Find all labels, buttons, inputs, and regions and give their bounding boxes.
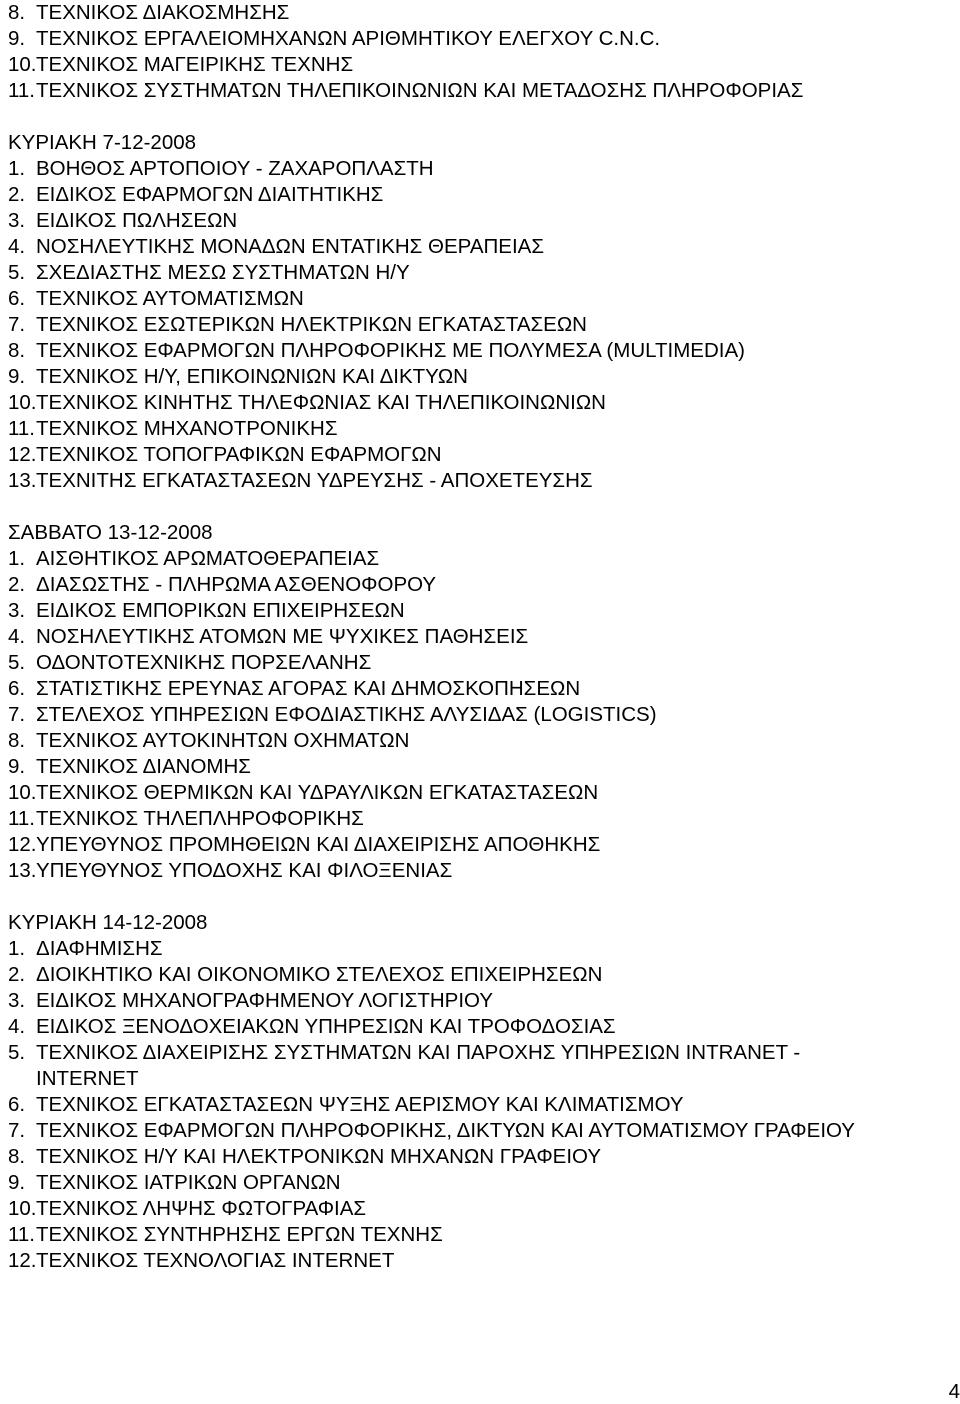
list-item — [8, 26, 958, 52]
item-text: ΤΕΧΝΙΚΟΣ ΕΣΩΤΕΡΙΚΩΝ ΗΛΕΚΤΡΙΚΩΝ ΕΓΚΑΤΑΣΤΑΣΕΩΝ — [36, 313, 587, 336]
list-item — [8, 754, 958, 780]
item-text: ΤΕΧΝΙΚΟΣ Η/Υ ΚΑΙ ΗΛΕΚΤΡΟΝΙΚΩΝ ΜΗΧΑΝΩΝ ΓΡΑΦΕΙΟΥ — [36, 1145, 602, 1168]
spacer — [8, 884, 958, 910]
item-text: ΤΕΧΝΙΚΟΣ Η/Υ, ΕΠΙΚΟΙΝΩΝΙΩΝ ΚΑΙ ΔΙΚΤΥΩΝ — [36, 365, 468, 388]
item-number: 8. — [8, 1145, 26, 1168]
list-item — [8, 78, 958, 104]
item-text: ΣΧΕΔΙΑΣΤΗΣ ΜΕΣΩ ΣΥΣΤΗΜΑΤΩΝ Η/Υ — [36, 261, 410, 284]
item-text: ΕΙΔΙΚΟΣ ΕΜΠΟΡΙΚΩΝ ΕΠΙΧΕΙΡΗΣΕΩΝ — [36, 599, 405, 622]
section-heading: ΣΑΒΒΑΤΟ 13-12-2008 — [8, 521, 213, 544]
item-text: ΤΕΧΝΙΤΗΣ ΕΓΚΑΤΑΣΤΑΣΕΩΝ ΥΔΡΕΥΣΗΣ - ΑΠΟΧΕΤΕΥΣΗΣ — [36, 469, 593, 492]
item-number: 12. — [8, 833, 37, 856]
item-number: 2. — [8, 963, 26, 986]
item-text: ΒΟΗΘΟΣ ΑΡΤΟΠΟΙΟΥ - ΖΑΧΑΡΟΠΛΑΣΤΗ — [36, 157, 434, 180]
item-number: 4. — [8, 625, 26, 648]
section-saturday-13-12-2008 — [8, 520, 958, 884]
item-number: 10. — [8, 391, 37, 414]
list-item — [8, 390, 958, 416]
list-item — [8, 182, 958, 208]
item-number: 2. — [8, 183, 26, 206]
item-number: 9. — [8, 755, 26, 778]
item-number: 7. — [8, 1119, 26, 1142]
item-text: ΤΕΧΝΙΚΟΣ ΚΙΝΗΤΗΣ ΤΗΛΕΦΩΝΙΑΣ ΚΑΙ ΤΗΛΕΠΙΚΟΙΝΩΝΙΩΝ — [36, 391, 606, 414]
item-number: 11. — [8, 807, 35, 830]
item-number: 13. — [8, 469, 37, 492]
item-text: ΤΕΧΝΙΚΟΣ ΙΑΤΡΙΚΩΝ ΟΡΓΑΝΩΝ — [36, 1171, 341, 1194]
item-text: ΤΕΧΝΙΚΟΣ ΔΙΑΧΕΙΡΙΣΗΣ ΣΥΣΤΗΜΑΤΩΝ ΚΑΙ ΠΑΡΟΧΗΣ ΥΠΗΡΕΣΙΩΝ INTRANET - — [36, 1041, 801, 1064]
item-number: 6. — [8, 1093, 26, 1116]
item-number: 12. — [8, 1249, 37, 1272]
list-item — [8, 806, 958, 832]
item-text: ΔΙΑΣΩΣΤΗΣ - ΠΛΗΡΩΜΑ ΑΣΘΕΝΟΦΟΡΟΥ — [36, 573, 437, 596]
item-text: ΔΙΟΙΚΗΤΙΚΟ ΚΑΙ ΟΙΚΟΝΟΜΙΚΟ ΣΤΕΛΕΧΟΣ ΕΠΙΧΕΙΡΗΣΕΩΝ — [36, 963, 603, 986]
list-item — [8, 598, 958, 624]
item-number: 7. — [8, 313, 26, 336]
item-number: 8. — [8, 729, 26, 752]
section-heading: ΚΥΡΙΑΚΗ 14-12-2008 — [8, 911, 208, 934]
item-number: 9. — [8, 1171, 26, 1194]
list-item — [8, 260, 958, 286]
item-text: ΤΕΧΝΙΚΟΣ ΕΦΑΡΜΟΓΩΝ ΠΛΗΡΟΦΟΡΙΚΗΣ ΜΕ ΠΟΛΥΜΕΣΑ (MULTIMEDIA) — [36, 339, 745, 362]
item-number: 1. — [8, 157, 26, 180]
list-item — [8, 1092, 958, 1118]
list-item — [8, 338, 958, 364]
list-item — [8, 442, 958, 468]
list-item — [8, 468, 958, 494]
item-number: 4. — [8, 1015, 26, 1038]
section-sunday-7-12-2008 — [8, 130, 958, 494]
list-item — [8, 936, 958, 962]
item-text: ΕΙΔΙΚΟΣ ΜΗΧΑΝΟΓΡΑΦΗΜΕΝΟΥ ΛΟΓΙΣΤΗΡΙΟΥ — [36, 989, 494, 1012]
item-number: 11. — [8, 417, 35, 440]
list-item — [8, 962, 958, 988]
item-text: ΟΔΟΝΤΟΤΕΧΝΙΚΗΣ ΠΟΡΣΕΛΑΝΗΣ — [36, 651, 372, 674]
item-text: ΣΤΕΛΕΧΟΣ ΥΠΗΡΕΣΙΩΝ ΕΦΟΔΙΑΣΤΙΚΗΣ ΑΛΥΣΙΔΑΣ (LOGISTICS) — [36, 703, 657, 726]
item-number: 3. — [8, 989, 26, 1012]
list-item — [8, 1040, 958, 1066]
list-item — [8, 1014, 958, 1040]
item-number: 9. — [8, 365, 26, 388]
section-sunday-14-12-2008 — [8, 910, 958, 1274]
list-item — [8, 1170, 958, 1196]
item-text: ΤΕΧΝΙΚΟΣ ΕΓΚΑΤΑΣΤΑΣΕΩΝ ΨΥΞΗΣ ΑΕΡΙΣΜΟΥ ΚΑΙ ΚΛΙΜΑΤΙΣΜΟΥ — [36, 1093, 684, 1116]
item-number: 1. — [8, 547, 26, 570]
item-number: 12. — [8, 443, 37, 466]
item-number: 5. — [8, 261, 26, 284]
top-list — [8, 0, 958, 104]
item-list — [8, 156, 958, 494]
item-text: ΕΙΔΙΚΟΣ ΕΦΑΡΜΟΓΩΝ ΔΙΑΙΤΗΤΙΚΗΣ — [36, 183, 384, 206]
list-item — [8, 624, 958, 650]
item-number: 8. — [8, 1, 26, 24]
item-number: 11. — [8, 79, 35, 102]
list-item — [8, 52, 958, 78]
list-item — [8, 312, 958, 338]
item-number: 11. — [8, 1223, 35, 1246]
item-number: 2. — [8, 573, 26, 596]
item-text: ΤΕΧΝΙΚΟΣ ΑΥΤΟΜΑΤΙΣΜΩΝ — [36, 287, 304, 310]
list-item — [8, 1118, 958, 1144]
item-text: ΤΕΧΝΙΚΟΣ ΘΕΡΜΙΚΩΝ ΚΑΙ ΥΔΡΑΥΛΙΚΩΝ ΕΓΚΑΤΑΣΤΑΣΕΩΝ — [36, 781, 599, 804]
item-text: ΕΙΔΙΚΟΣ ΞΕΝΟΔΟΧΕΙΑΚΩΝ ΥΠΗΡΕΣΙΩΝ ΚΑΙ ΤΡΟΦΟΔΟΣΙΑΣ — [36, 1015, 616, 1038]
item-text: ΤΕΧΝΙΚΟΣ ΕΡΓΑΛΕΙΟΜΗΧΑΝΩΝ ΑΡΙΘΜΗΤΙΚΟΥ ΕΛΕΓΧΟΥ C.N.C. — [36, 27, 661, 50]
list-item — [8, 676, 958, 702]
item-text: ΤΕΧΝΙΚΟΣ ΕΦΑΡΜΟΓΩΝ ΠΛΗΡΟΦΟΡΙΚΗΣ, ΔΙΚΤΥΩΝ ΚΑΙ ΑΥΤΟΜΑΤΙΣΜΟΥ ΓΡΑΦΕΙΟΥ — [36, 1119, 855, 1142]
item-text: ΤΕΧΝΙΚΟΣ ΜΗΧΑΝΟΤΡΟΝΙΚΗΣ — [36, 417, 338, 440]
item-number: 4. — [8, 235, 26, 258]
item-text: ΤΕΧΝΙΚΟΣ ΑΥΤΟΚΙΝΗΤΩΝ ΟΧΗΜΑΤΩΝ — [36, 729, 410, 752]
spacer — [8, 104, 958, 130]
list-item — [8, 1144, 958, 1170]
list-item — [8, 572, 958, 598]
item-text: ΥΠΕΥΘΥΝΟΣ ΥΠΟΔΟΧΗΣ ΚΑΙ ΦΙΛΟΞΕΝΙΑΣ — [36, 859, 453, 882]
list-item — [8, 1222, 958, 1248]
section-heading: ΚΥΡΙΑΚΗ 7-12-2008 — [8, 131, 197, 154]
list-item — [8, 858, 958, 884]
item-number: 10. — [8, 1197, 37, 1220]
spacer — [8, 494, 958, 520]
list-item — [8, 156, 958, 182]
item-text: ΤΕΧΝΙΚΟΣ ΜΑΓΕΙΡΙΚΗΣ ΤΕΧΝΗΣ — [36, 53, 354, 76]
item-number: 1. — [8, 937, 26, 960]
item-text: ΤΕΧΝΙΚΟΣ ΔΙΑΚΟΣΜΗΣΗΣ — [36, 1, 290, 24]
item-number: 5. — [8, 651, 26, 674]
list-item — [8, 988, 958, 1014]
list-item — [8, 416, 958, 442]
item-text: ΥΠΕΥΘΥΝΟΣ ΠΡΟΜΗΘΕΙΩΝ ΚΑΙ ΔΙΑΧΕΙΡΙΣΗΣ ΑΠΟΘΗΚΗΣ — [36, 833, 601, 856]
item-list — [8, 936, 958, 1274]
item-text: ΔΙΑΦΗΜΙΣΗΣ — [36, 937, 163, 960]
list-item — [8, 1248, 958, 1274]
item-text: ΤΕΧΝΙΚΟΣ ΤΗΛΕΠΛΗΡΟΦΟΡΙΚΗΣ — [36, 807, 364, 830]
item-number: 3. — [8, 209, 26, 232]
item-text: ΤΕΧΝΙΚΟΣ ΤΕΧΝΟΛΟΓΙΑΣ INTERNET — [36, 1249, 395, 1272]
item-text: ΤΕΧΝΙΚΟΣ ΣΥΣΤΗΜΑΤΩΝ ΤΗΛΕΠΙΚΟΙΝΩΝΙΩΝ ΚΑΙ ΜΕΤΑΔΟΣΗΣ ΠΛΗΡΟΦΟΡΙΑΣ — [36, 79, 804, 102]
list-item — [8, 364, 958, 390]
list-item — [8, 286, 958, 312]
item-text: ΣΤΑΤΙΣΤΙΚΗΣ ΕΡΕΥΝΑΣ ΑΓΟΡΑΣ ΚΑΙ ΔΗΜΟΣΚΟΠΗΣΕΩΝ — [36, 677, 581, 700]
list-item — [8, 0, 958, 26]
item-text: ΤΕΧΝΙΚΟΣ ΛΗΨΗΣ ΦΩΤΟΓΡΑΦΙΑΣ — [36, 1197, 367, 1220]
list-item — [8, 728, 958, 754]
item-text: ΤΕΧΝΙΚΟΣ ΤΟΠΟΓΡΑΦΙΚΩΝ ΕΦΑΡΜΟΓΩΝ — [36, 443, 442, 466]
item-number: 9. — [8, 27, 26, 50]
item-number: 3. — [8, 599, 26, 622]
list-item — [8, 546, 958, 572]
item-number: 6. — [8, 677, 26, 700]
item-number: 5. — [8, 1041, 26, 1064]
item-text: ΕΙΔΙΚΟΣ ΠΩΛΗΣΕΩΝ — [36, 209, 238, 232]
item-text: ΝΟΣΗΛΕΥΤΙΚΗΣ ΑΤΟΜΩΝ ΜΕ ΨΥΧΙΚΕΣ ΠΑΘΗΣΕΙΣ — [36, 625, 529, 648]
list-item — [8, 1196, 958, 1222]
list-item — [8, 832, 958, 858]
item-number: 8. — [8, 339, 26, 362]
item-text: ΤΕΧΝΙΚΟΣ ΣΥΝΤΗΡΗΣΗΣ ΕΡΓΩΝ ΤΕΧΝΗΣ — [36, 1223, 443, 1246]
list-item — [8, 702, 958, 728]
item-number: 7. — [8, 703, 26, 726]
item-number: 13. — [8, 859, 37, 882]
item-text: ΝΟΣΗΛΕΥΤΙΚΗΣ ΜΟΝΑΔΩΝ ΕΝΤΑΤΙΚΗΣ ΘΕΡΑΠΕΙΑΣ — [36, 235, 545, 258]
item-text-continuation: INTERNET — [36, 1067, 139, 1090]
page-number: 4 — [948, 1380, 960, 1403]
item-number: 10. — [8, 781, 37, 804]
list-item — [8, 650, 958, 676]
document-page — [8, 0, 958, 1274]
item-number: 6. — [8, 287, 26, 310]
item-number: 10. — [8, 53, 37, 76]
list-item — [8, 780, 958, 806]
item-text: ΤΕΧΝΙΚΟΣ ΔΙΑΝΟΜΗΣ — [36, 755, 251, 778]
list-item — [8, 208, 958, 234]
item-list — [8, 546, 958, 884]
item-text: ΑΙΣΘΗΤΙΚΟΣ ΑΡΩΜΑΤΟΘΕΡΑΠΕΙΑΣ — [36, 547, 380, 570]
list-item — [8, 234, 958, 260]
